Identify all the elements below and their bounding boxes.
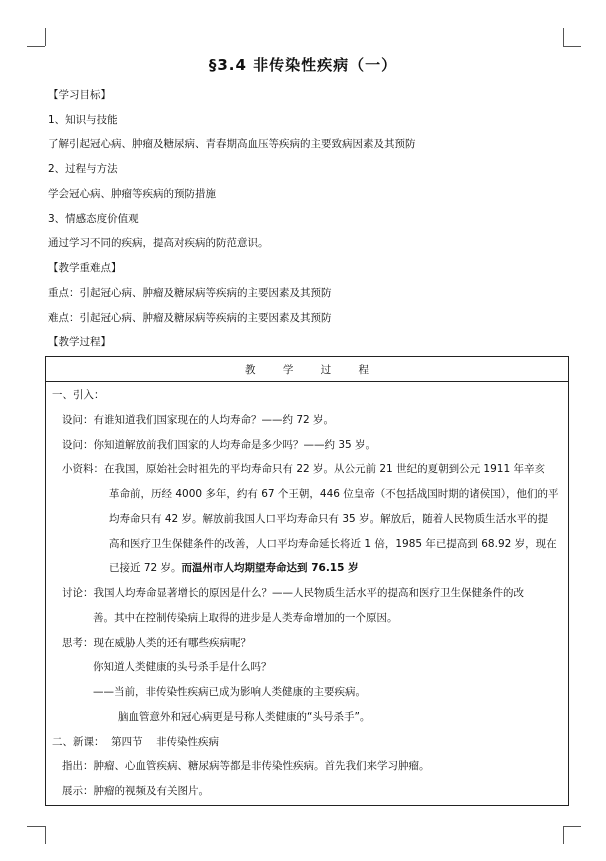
crop-mark-bottom-left-h (27, 826, 45, 827)
info-line-5-normal: 已接近 72 岁。 (109, 562, 182, 574)
crop-mark-bottom-right-v (563, 826, 564, 844)
question-2: 设问：你知道解放前我们国家的人均寿命是多少吗？——约 35 岁。 (62, 439, 377, 451)
crop-mark-top-right-h (563, 46, 581, 47)
info-line-4: 高和医疗卫生保健条件的改善，人口平均寿命延长将近 1 倍，1985 年已提高到 68.92 岁，现在 (109, 538, 557, 550)
objective-3-text: 通过学习不同的疾病，提高对疾病的防范意识。 (48, 237, 269, 249)
new-lesson-heading: 二、新课： 第四节 非传染性疾病 (52, 736, 220, 748)
info-line-5-emphasis: 而温州市人均期望寿命达到 76.15 岁 (181, 562, 359, 574)
discussion-line-2: 善。其中在控制传染病上取得的进步是人类寿命增加的一个原因。 (93, 612, 398, 624)
point-out-text: 指出：肿瘤、心血管疾病、糖尿病等都是非传染性疾病。首先我们来学习肿瘤。 (62, 760, 430, 772)
crop-mark-bottom-right-h (563, 826, 581, 827)
difficult-point-text: 难点：引起冠心病、肿瘤及糖尿病等疾病的主要因素及其预防 (48, 312, 332, 324)
crop-mark-top-left-h (27, 46, 45, 47)
info-line-2: 革命前，历经 4000 多年，约有 67 个王朝，446 位皇帝（不包括战国时期的诸侯国），他们的平 (109, 488, 559, 500)
info-line-5 (109, 561, 359, 575)
think-answer-2: 脑血管意外和冠心病更是号称人类健康的“头号杀手”。 (118, 711, 371, 723)
info-line-3: 均寿命只有 42 岁。解放前我国人口平均寿命只有 35 岁。解放后，随着人民物质生活水平的提 (109, 513, 549, 525)
objective-1-text: 了解引起冠心病、肿瘤及糖尿病、青春期高血压等疾病的主要致病因素及其预防 (48, 138, 416, 150)
teaching-process-table (45, 356, 569, 806)
objective-3-heading: 3、情感态度价值观 (48, 213, 139, 225)
process-heading: 【教学过程】 (48, 336, 111, 348)
crop-mark-top-left-v (45, 28, 46, 46)
crop-mark-bottom-left-v (45, 826, 46, 844)
think-answer: ——当前，非传染性疾病已成为影响人类健康的主要疾病。 (93, 686, 366, 698)
think-question: 思考：现在威胁人类的还有哪些疾病呢？ (62, 637, 251, 649)
crop-mark-top-right-v (563, 28, 564, 46)
table-header-divider (46, 381, 568, 382)
think-question-2: 你知道人类健康的头号杀手是什么吗？ (93, 661, 272, 673)
table-header: 教 学 过 程 (244, 364, 369, 376)
intro-heading: 一、引入： (52, 389, 105, 401)
objective-2-heading: 2、过程与方法 (48, 163, 118, 175)
key-points-heading: 【教学重难点】 (48, 262, 122, 274)
page-title: §3.4 非传染性疾病（一） (208, 56, 398, 74)
objective-1-heading: 1、知识与技能 (48, 114, 118, 126)
show-text: 展示：肿瘤的视频及有关图片。 (62, 785, 209, 797)
info-line-1: 小资料：在我国，原始社会时祖先的平均寿命只有 22 岁。从公元前 21 世纪的夏朝到公元 1911 年辛亥 (62, 463, 545, 475)
discussion-line-1: 讨论：我国人均寿命显著增长的原因是什么？——人民物质生活水平的提高和医疗卫生保健条件的改 (62, 587, 524, 599)
question-1: 设问：有谁知道我们国家现在的人均寿命？——约 72 岁。 (62, 414, 335, 426)
objective-2-text: 学会冠心病、肿瘤等疾病的预防措施 (48, 188, 216, 200)
objectives-heading: 【学习目标】 (48, 89, 111, 101)
key-point-text: 重点：引起冠心病、肿瘤及糖尿病等疾病的主要因素及其预防 (48, 287, 332, 299)
